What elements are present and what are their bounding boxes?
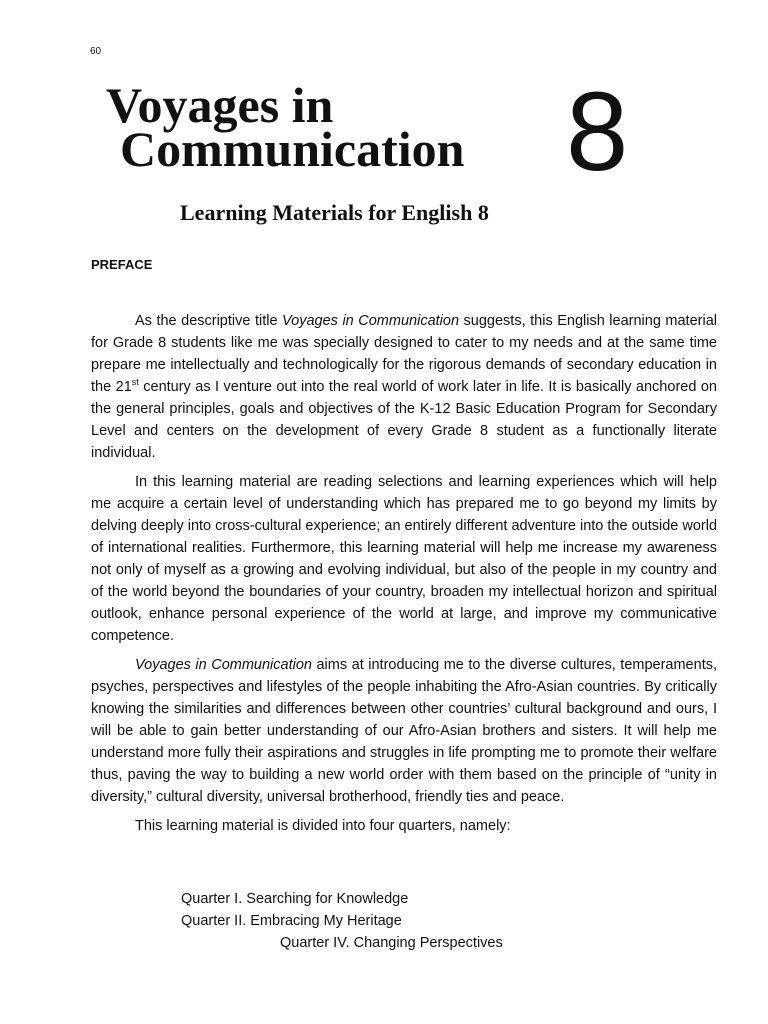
list-item: Quarter II. Embracing My Heritage (181, 913, 402, 929)
paragraph-1-text-c: century as I venture out into the real world of work later in life. It is basically anchored on the general principles, goals and objectives of the K-12 Basic Education Program for Secondary Level and centers on the development of every Grade 8 student as a functionally literate individual. (91, 379, 717, 461)
paragraph-1-text-a: As the descriptive title (135, 313, 283, 329)
paragraph-3 (91, 654, 717, 808)
grade-number: 8 (566, 69, 629, 194)
title-line-1: Voyages in (106, 77, 334, 133)
paragraph-2: In this learning material are reading selections and learning experiences which will help me acquire a certain level of understanding which has prepared me to go beyond my limits by delving deeply into cross-cultural experience; an entirely different adventure into the outside world of international realities. Furthermore, this learning material will help me increase my awareness not only of myself as a growing and evolving individual, but also of the people in my country and of the world beyond the boundaries of your country, broaden my intellectual horizon and spiritual outlook, enhance personal experience of the world at large, and improve my communicative competence. (91, 474, 718, 644)
paragraph-1 (91, 310, 717, 464)
preface-heading: PREFACE (91, 257, 153, 272)
list-item: Quarter IV. Changing Perspectives (280, 935, 503, 951)
subtitle: Learning Materials for English 8 (180, 200, 489, 225)
paragraph-3-text: aims at introducing me to the diverse cultures, temperaments, psyches, perspectives and lifestyles of the people inhabiting the Afro-Asian countries. By critically knowing the similarities and differences between other countries’ cultural background and ours, I will be able to gain better understanding of our Afro-Asian brothers and sisters. It will help me understand more fully their aspirations and struggles in life prompting me to promote their welfare thus, paving the way to building a new world order with them based on the principle of “unity in diversity,” cultural diversity, universal brotherhood, friendly ties and peace. (91, 657, 717, 805)
page-number: 60 (90, 46, 102, 57)
paragraph-4: This learning material is divided into four quarters, namely: (135, 818, 511, 834)
list-item: Quarter I. Searching for Knowledge (181, 891, 409, 907)
preface-body (91, 310, 717, 843)
title-line-2: Communication (120, 121, 465, 177)
paragraph-1-text-b: suggests, this English learning material for Grade 8 students like me was specially designed to cater to my needs and at the same time prepare me intellectually and technologically for the rigorous demands of secondary education in the 21 (91, 313, 717, 395)
paragraph-1-book-title: Voyages in Communication (282, 313, 460, 329)
paragraph-3-book-title: Voyages in Communication (135, 657, 312, 673)
paragraph-1-superscript: st (131, 377, 139, 388)
